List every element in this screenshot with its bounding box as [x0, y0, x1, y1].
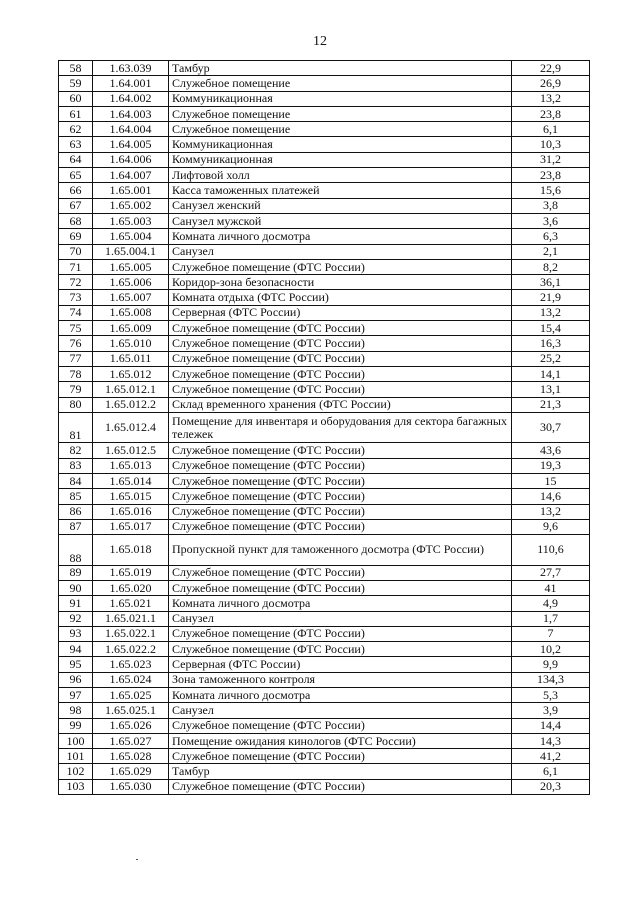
room-area-cell: 26,9	[512, 76, 590, 91]
room-code-cell: 1.65.015	[93, 489, 169, 504]
row-number-cell: 69	[59, 229, 93, 244]
row-number-cell: 80	[59, 397, 93, 412]
room-code-cell: 1.64.003	[93, 106, 169, 121]
room-area-cell: 3,9	[512, 703, 590, 718]
row-number-cell: 93	[59, 626, 93, 641]
table-row	[59, 412, 590, 443]
room-name-cell: Служебное помещение (ФТС России)	[169, 351, 512, 366]
room-name-cell: Служебное помещение (ФТС России)	[169, 336, 512, 351]
room-area-cell: 14,4	[512, 718, 590, 733]
room-area-cell: 3,8	[512, 198, 590, 213]
table-row	[59, 382, 590, 397]
row-number-cell: 88	[59, 535, 93, 566]
table-row	[59, 687, 590, 702]
room-code-cell: 1.65.021.1	[93, 611, 169, 626]
room-area-cell: 22,9	[512, 61, 590, 76]
room-area-cell: 15	[512, 473, 590, 488]
table-row	[59, 718, 590, 733]
room-name-cell: Коммуникационная	[169, 91, 512, 106]
room-area-cell: 7	[512, 626, 590, 641]
table-row	[59, 122, 590, 137]
room-name-cell: Серверная (ФТС России)	[169, 305, 512, 320]
room-name-cell: Служебное помещение (ФТС России)	[169, 321, 512, 336]
room-area-cell: 25,2	[512, 351, 590, 366]
table-row	[59, 336, 590, 351]
table-row	[59, 137, 590, 152]
room-name-cell: Служебное помещение (ФТС России)	[169, 473, 512, 488]
room-code-cell: 1.65.025	[93, 687, 169, 702]
room-code-cell: 1.65.005	[93, 259, 169, 274]
table-row	[59, 733, 590, 748]
room-area-cell: 3,6	[512, 213, 590, 228]
table-row	[59, 611, 590, 626]
room-name-cell: Санузел мужской	[169, 213, 512, 228]
table-row	[59, 229, 590, 244]
room-code-cell: 1.65.011	[93, 351, 169, 366]
room-name-cell: Коридор-зона безопасности	[169, 275, 512, 290]
room-area-cell: 13,2	[512, 504, 590, 519]
room-name-cell: Санузел	[169, 703, 512, 718]
room-area-cell: 6,1	[512, 122, 590, 137]
room-name-cell: Тамбур	[169, 764, 512, 779]
room-code-cell: 1.65.007	[93, 290, 169, 305]
room-code-cell: 1.65.026	[93, 718, 169, 733]
row-number-cell: 90	[59, 580, 93, 595]
room-area-cell: 27,7	[512, 565, 590, 580]
row-number-cell: 59	[59, 76, 93, 91]
room-area-cell: 16,3	[512, 336, 590, 351]
row-number-cell: 101	[59, 749, 93, 764]
room-code-cell: 1.65.013	[93, 458, 169, 473]
room-area-cell: 134,3	[512, 672, 590, 687]
room-name-cell: Служебное помещение	[169, 122, 512, 137]
room-name-cell: Пропускной пункт для таможенного досмотра (ФТС России)	[169, 535, 512, 566]
table-row	[59, 366, 590, 381]
row-number-cell: 96	[59, 672, 93, 687]
table-row	[59, 565, 590, 580]
room-code-cell: 1.65.010	[93, 336, 169, 351]
table-row	[59, 489, 590, 504]
room-area-cell: 43,6	[512, 443, 590, 458]
table-row	[59, 61, 590, 76]
room-name-cell: Служебное помещение (ФТС России)	[169, 458, 512, 473]
room-area-cell: 5,3	[512, 687, 590, 702]
room-code-cell: 1.65.016	[93, 504, 169, 519]
table-row	[59, 535, 590, 566]
room-code-cell: 1.64.001	[93, 76, 169, 91]
room-code-cell: 1.65.008	[93, 305, 169, 320]
table-row	[59, 183, 590, 198]
room-code-cell: 1.65.025.1	[93, 703, 169, 718]
room-area-cell: 14,6	[512, 489, 590, 504]
room-name-cell: Санузел женский	[169, 198, 512, 213]
room-code-cell: 1.65.009	[93, 321, 169, 336]
row-number-cell: 78	[59, 366, 93, 381]
room-name-cell: Служебное помещение (ФТС России)	[169, 519, 512, 534]
table-row	[59, 764, 590, 779]
room-name-cell: Помещение для инвентаря и оборудования для сектора багажных тележек	[169, 412, 512, 443]
row-number-cell: 62	[59, 122, 93, 137]
row-number-cell: 97	[59, 687, 93, 702]
row-number-cell: 92	[59, 611, 93, 626]
room-name-cell: Помещение ожидания кинологов (ФТС России)	[169, 733, 512, 748]
row-number-cell: 73	[59, 290, 93, 305]
table-row	[59, 749, 590, 764]
room-name-cell: Служебное помещение (ФТС России)	[169, 504, 512, 519]
room-area-cell: 13,2	[512, 305, 590, 320]
table-row	[59, 580, 590, 595]
table-row	[59, 779, 590, 794]
row-number-cell: 82	[59, 443, 93, 458]
room-area-cell: 41,2	[512, 749, 590, 764]
row-number-cell: 64	[59, 152, 93, 167]
row-number-cell: 63	[59, 137, 93, 152]
room-area-cell: 21,3	[512, 397, 590, 412]
room-name-cell: Служебное помещение	[169, 76, 512, 91]
room-area-cell: 8,2	[512, 259, 590, 274]
room-code-cell: 1.65.002	[93, 198, 169, 213]
room-area-cell: 20,3	[512, 779, 590, 794]
table-row	[59, 703, 590, 718]
room-code-cell: 1.65.023	[93, 657, 169, 672]
room-name-cell: Серверная (ФТС России)	[169, 657, 512, 672]
table-row	[59, 473, 590, 488]
room-code-cell: 1.65.030	[93, 779, 169, 794]
room-code-cell: 1.65.017	[93, 519, 169, 534]
table-row	[59, 76, 590, 91]
room-area-cell: 15,6	[512, 183, 590, 198]
rooms-table-body	[59, 61, 590, 795]
room-name-cell: Комната отдыха (ФТС России)	[169, 290, 512, 305]
room-area-cell: 6,3	[512, 229, 590, 244]
room-code-cell: 1.65.022.1	[93, 626, 169, 641]
room-name-cell: Коммуникационная	[169, 137, 512, 152]
room-name-cell: Служебное помещение (ФТС России)	[169, 626, 512, 641]
room-name-cell: Служебное помещение	[169, 106, 512, 121]
table-row	[59, 397, 590, 412]
room-area-cell: 13,1	[512, 382, 590, 397]
room-code-cell: 1.65.022.2	[93, 642, 169, 657]
table-row	[59, 443, 590, 458]
table-row	[59, 259, 590, 274]
room-code-cell: 1.65.004	[93, 229, 169, 244]
room-name-cell: Служебное помещение (ФТС России)	[169, 779, 512, 794]
row-number-cell: 65	[59, 168, 93, 183]
row-number-cell: 72	[59, 275, 93, 290]
room-area-cell: 23,8	[512, 106, 590, 121]
room-code-cell: 1.65.012.4	[93, 412, 169, 443]
table-row	[59, 657, 590, 672]
rooms-table	[58, 60, 590, 795]
row-number-cell: 61	[59, 106, 93, 121]
room-code-cell: 1.65.021	[93, 596, 169, 611]
room-name-cell: Зона таможенного контроля	[169, 672, 512, 687]
room-name-cell: Комната личного досмотра	[169, 229, 512, 244]
row-number-cell: 103	[59, 779, 93, 794]
room-name-cell: Касса таможенных платежей	[169, 183, 512, 198]
row-number-cell: 76	[59, 336, 93, 351]
room-code-cell: 1.65.012.2	[93, 397, 169, 412]
table-row	[59, 198, 590, 213]
room-area-cell: 9,6	[512, 519, 590, 534]
room-code-cell: 1.64.004	[93, 122, 169, 137]
room-code-cell: 1.64.007	[93, 168, 169, 183]
table-row	[59, 519, 590, 534]
room-code-cell: 1.65.012.1	[93, 382, 169, 397]
row-number-cell: 74	[59, 305, 93, 320]
row-number-cell: 66	[59, 183, 93, 198]
room-code-cell: 1.65.003	[93, 213, 169, 228]
room-name-cell: Служебное помещение (ФТС России)	[169, 259, 512, 274]
room-area-cell: 4,9	[512, 596, 590, 611]
room-name-cell: Коммуникационная	[169, 152, 512, 167]
table-row	[59, 504, 590, 519]
table-row	[59, 152, 590, 167]
room-name-cell: Служебное помещение (ФТС России)	[169, 382, 512, 397]
room-name-cell: Служебное помещение (ФТС России)	[169, 489, 512, 504]
room-code-cell: 1.65.012.5	[93, 443, 169, 458]
row-number-cell: 102	[59, 764, 93, 779]
table-row	[59, 626, 590, 641]
room-area-cell: 31,2	[512, 152, 590, 167]
room-name-cell: Служебное помещение (ФТС России)	[169, 749, 512, 764]
table-row	[59, 275, 590, 290]
table-row	[59, 106, 590, 121]
room-area-cell: 9,9	[512, 657, 590, 672]
room-code-cell: 1.64.002	[93, 91, 169, 106]
room-name-cell: Лифтовой холл	[169, 168, 512, 183]
room-area-cell: 13,2	[512, 91, 590, 106]
row-number-cell: 67	[59, 198, 93, 213]
row-number-cell: 91	[59, 596, 93, 611]
row-number-cell: 84	[59, 473, 93, 488]
room-area-cell: 21,9	[512, 290, 590, 305]
room-code-cell: 1.63.039	[93, 61, 169, 76]
row-number-cell: 94	[59, 642, 93, 657]
room-area-cell: 10,2	[512, 642, 590, 657]
table-row	[59, 168, 590, 183]
table-row	[59, 290, 590, 305]
table-row	[59, 596, 590, 611]
page-number: 12	[313, 34, 327, 49]
row-number-cell: 100	[59, 733, 93, 748]
room-area-cell: 2,1	[512, 244, 590, 259]
row-number-cell: 79	[59, 382, 93, 397]
room-code-cell: 1.65.028	[93, 749, 169, 764]
room-code-cell: 1.65.019	[93, 565, 169, 580]
room-code-cell: 1.65.012	[93, 366, 169, 381]
room-area-cell: 14,3	[512, 733, 590, 748]
row-number-cell: 83	[59, 458, 93, 473]
room-area-cell: 110,6	[512, 535, 590, 566]
room-code-cell: 1.65.006	[93, 275, 169, 290]
table-row	[59, 642, 590, 657]
room-code-cell: 1.64.005	[93, 137, 169, 152]
row-number-cell: 60	[59, 91, 93, 106]
table-row	[59, 351, 590, 366]
room-name-cell: Комната личного досмотра	[169, 596, 512, 611]
room-area-cell: 1,7	[512, 611, 590, 626]
room-area-cell: 41	[512, 580, 590, 595]
room-code-cell: 1.65.024	[93, 672, 169, 687]
row-number-cell: 75	[59, 321, 93, 336]
room-name-cell: Служебное помещение (ФТС России)	[169, 366, 512, 381]
room-name-cell: Служебное помещение (ФТС России)	[169, 565, 512, 580]
row-number-cell: 87	[59, 519, 93, 534]
table-row	[59, 458, 590, 473]
room-code-cell: 1.65.004.1	[93, 244, 169, 259]
room-area-cell: 36,1	[512, 275, 590, 290]
row-number-cell: 81	[59, 412, 93, 443]
row-number-cell: 99	[59, 718, 93, 733]
row-number-cell: 95	[59, 657, 93, 672]
room-area-cell: 10,3	[512, 137, 590, 152]
table-row	[59, 672, 590, 687]
room-area-cell: 6,1	[512, 764, 590, 779]
room-name-cell: Санузел	[169, 244, 512, 259]
row-number-cell: 77	[59, 351, 93, 366]
row-number-cell: 68	[59, 213, 93, 228]
scan-artifact	[136, 859, 138, 860]
room-name-cell: Склад временного хранения (ФТС России)	[169, 397, 512, 412]
row-number-cell: 89	[59, 565, 93, 580]
row-number-cell: 71	[59, 259, 93, 274]
room-area-cell: 15,4	[512, 321, 590, 336]
room-code-cell: 1.65.014	[93, 473, 169, 488]
row-number-cell: 58	[59, 61, 93, 76]
room-area-cell: 19,3	[512, 458, 590, 473]
row-number-cell: 86	[59, 504, 93, 519]
room-code-cell: 1.65.029	[93, 764, 169, 779]
room-code-cell: 1.65.001	[93, 183, 169, 198]
row-number-cell: 98	[59, 703, 93, 718]
room-code-cell: 1.65.020	[93, 580, 169, 595]
room-name-cell: Служебное помещение (ФТС России)	[169, 580, 512, 595]
room-name-cell: Служебное помещение (ФТС России)	[169, 642, 512, 657]
room-area-cell: 23,8	[512, 168, 590, 183]
table-row	[59, 91, 590, 106]
row-number-cell: 85	[59, 489, 93, 504]
table-row	[59, 321, 590, 336]
room-code-cell: 1.65.027	[93, 733, 169, 748]
room-area-cell: 14,1	[512, 366, 590, 381]
row-number-cell: 70	[59, 244, 93, 259]
room-code-cell: 1.65.018	[93, 535, 169, 566]
room-name-cell: Служебное помещение (ФТС России)	[169, 443, 512, 458]
room-name-cell: Комната личного досмотра	[169, 687, 512, 702]
table-row	[59, 213, 590, 228]
table-row	[59, 244, 590, 259]
room-name-cell: Тамбур	[169, 61, 512, 76]
room-area-cell: 30,7	[512, 412, 590, 443]
room-name-cell: Санузел	[169, 611, 512, 626]
room-name-cell: Служебное помещение (ФТС России)	[169, 718, 512, 733]
table-row	[59, 305, 590, 320]
room-code-cell: 1.64.006	[93, 152, 169, 167]
